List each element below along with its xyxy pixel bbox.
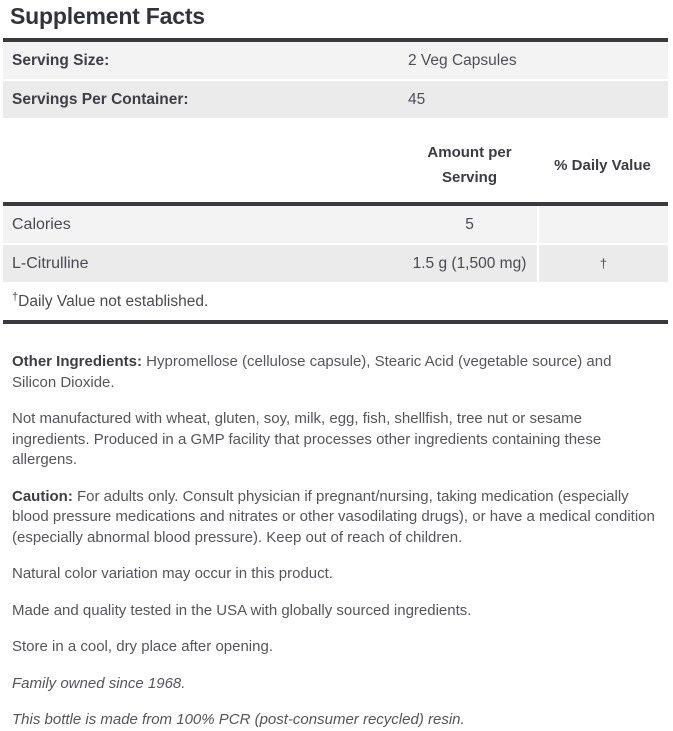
calories-amount: 5 — [465, 215, 474, 233]
supplement-facts-panel — [0, 3, 673, 731]
footnote-text: Daily Value not established. — [18, 293, 209, 310]
servings-per-container-label: Servings Per Container: — [12, 90, 189, 108]
additional-info-section — [3, 324, 668, 731]
daily-value-footnote — [3, 284, 668, 320]
paragraph-allergen-info: Not manufactured with wheat, gluten, soy, milk, egg, fish, shellfish, tree nut or sesame ingredients. Produced in a GMP facility that processes other ingredients containing these allergens. — [12, 410, 602, 468]
l-citrulline-daily-value: † — [537, 245, 668, 282]
l-citrulline-name: L-Citrulline — [12, 254, 89, 272]
paragraph-pcr-bottle: This bottle is made from 100% PCR (post-consumer recycled) resin. — [12, 711, 465, 728]
serving-size-value: 2 Veg Capsules — [408, 51, 517, 69]
supplement-facts-title: Supplement Facts — [10, 3, 205, 29]
serving-size-row — [3, 42, 668, 79]
percent-daily-value-header: % Daily Value — [554, 156, 651, 174]
paragraph-family-owned: Family owned since 1968. — [12, 674, 186, 692]
l-citrulline-amount: 1.5 g (1,500 mg) — [412, 254, 527, 272]
paragraph-color-variation: Natural color variation may occur in this product. — [12, 565, 333, 582]
amount-per-serving-header: Amount per Serving — [427, 144, 512, 186]
dagger-symbol: † — [12, 290, 19, 303]
nutrition-column-headers — [3, 120, 668, 202]
other-ingredients-lead: Other Ingredients: — [12, 353, 143, 370]
servings-per-container-value: 45 — [408, 90, 426, 108]
paragraph-caution — [12, 487, 658, 549]
paragraph-other-ingredients — [12, 352, 658, 393]
table-row-calories — [3, 206, 668, 243]
servings-per-container-row — [3, 81, 668, 118]
calories-name: Calories — [12, 215, 71, 233]
table-row-l-citrulline — [3, 245, 668, 282]
caution-lead: Caution: — [12, 487, 73, 505]
paragraph-made-in-usa: Made and quality tested in the USA with globally sourced ingredients. — [12, 601, 472, 619]
other-ingredients-text: Hypromellose (cellulose capsule), Stearic Acid (vegetable source) and Silicon Dioxide. — [12, 353, 612, 391]
caution-text: For adults only. Consult physician if pregnant/nursing, taking medication (especially blood pressure medications and nitrates or other vasodilating drugs), or have a medical condition (especially abnormal blood pressure). Keep out of reach of children. — [12, 487, 655, 546]
calories-daily-value — [537, 206, 668, 243]
paragraph-storage: Store in a cool, dry place after opening. — [12, 638, 273, 655]
serving-size-label: Serving Size: — [12, 51, 110, 69]
